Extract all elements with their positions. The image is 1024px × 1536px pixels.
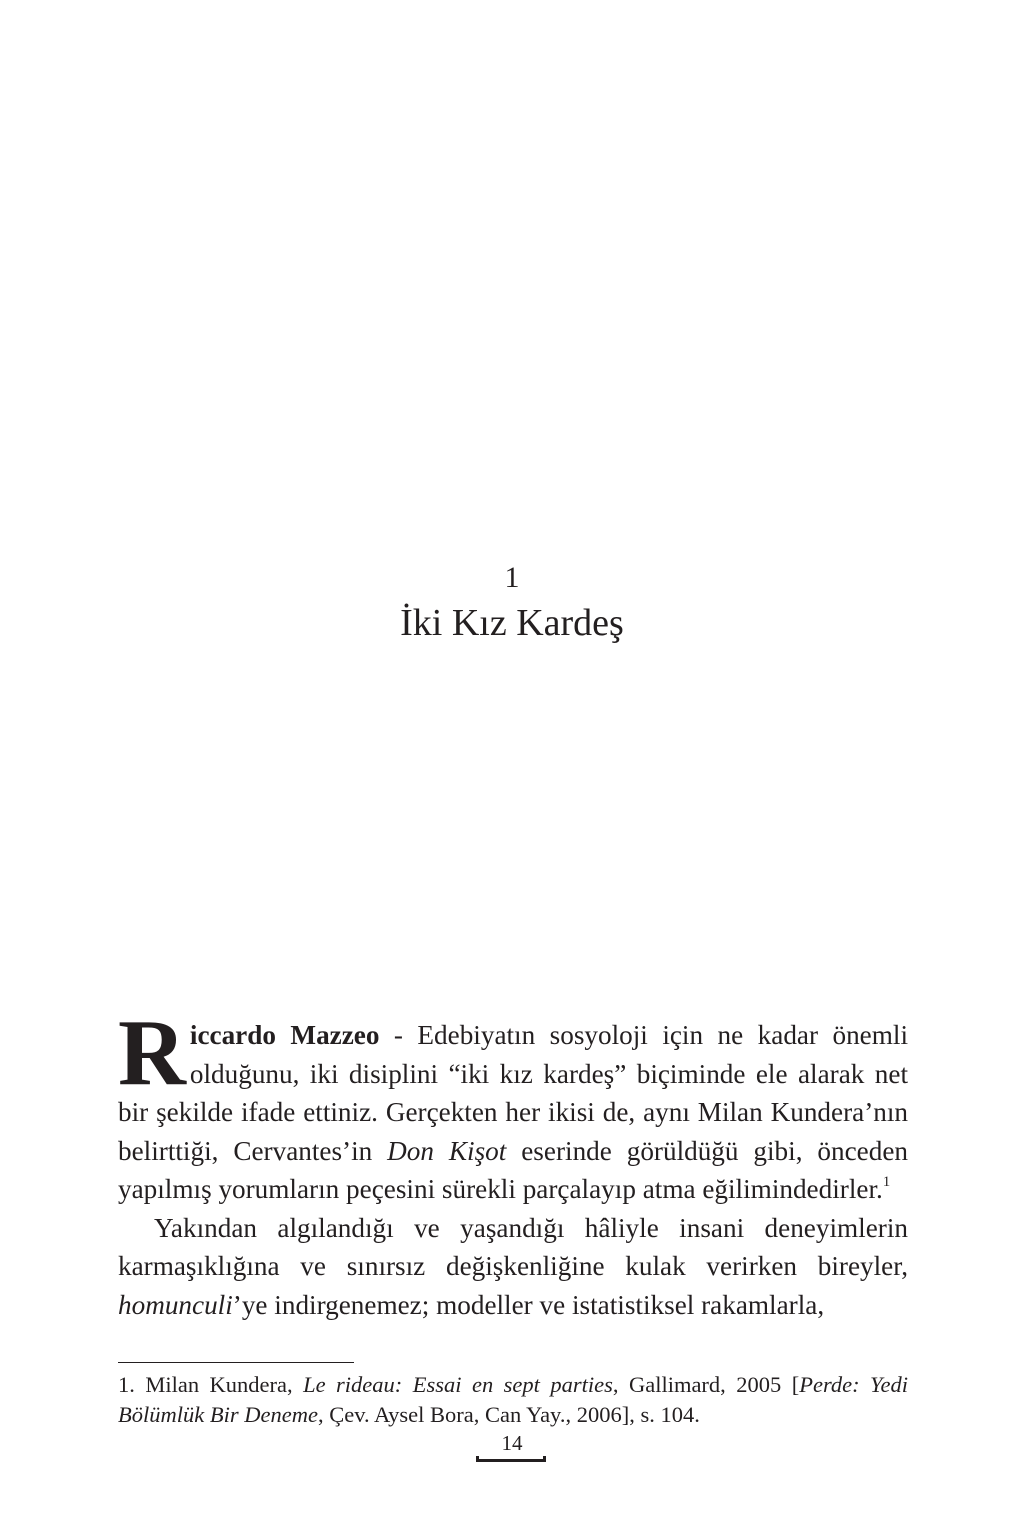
chapter-number: 1	[504, 561, 520, 594]
footnote-italic-1: Le rideau: Essai en sept parties	[303, 1372, 613, 1397]
body-text	[118, 1001, 908, 1324]
paragraph-1-italic: Don Kişot	[387, 1135, 507, 1166]
chapter-title: İki Kız Kardeş	[400, 602, 624, 644]
footnote	[118, 1370, 908, 1430]
drop-cap: R	[118, 1001, 186, 1105]
page-number: 14	[501, 1431, 523, 1455]
footnote-reference[interactable]: 1	[882, 1174, 891, 1190]
paragraph-1-text-b: eserinde görüldüğü gibi, önceden yapılmış yorumların peçesini sürekli parçalayıp atma eğilimindedirler.	[118, 1135, 908, 1204]
footnote-italic-2: Perde: Yedi Bölümlük Bir Deneme	[118, 1372, 908, 1427]
speaker-name: iccardo Mazzeo	[189, 1020, 380, 1050]
page-number-bracket	[476, 1456, 546, 1462]
paragraph-1	[118, 1001, 908, 1209]
paragraph-2-text-a: Yakından algılandığı ve yaşandığı hâliyle insani deneyimlerin karmaşıklığına ve sınırsız değişkenliğine kulak verirken bireyler,	[118, 1212, 908, 1281]
footnote-text-c: , Çev. Aysel Bora, Can Yay., 2006], s. 104.	[317, 1402, 700, 1427]
footnote-divider	[118, 1362, 354, 1363]
paragraph-2-italic: homunculi	[118, 1289, 233, 1320]
footnote-text-b: , Gallimard, 2005 [	[612, 1372, 800, 1397]
paragraph-2-text-b: ’ye indirgenemez; modeller ve istatistiksel rakamlarla,	[232, 1289, 825, 1320]
footnote-text-a: 1. Milan Kundera,	[118, 1372, 304, 1397]
paragraph-2	[118, 1209, 908, 1325]
paragraph-1-text-a: - Edebiyatın sosyoloji için ne kadar önemli olduğunu, iki disiplini “iki kız kardeş” biçiminde ele alarak net bir şekilde ifade ettiniz. Gerçekten her ikisi de, aynı Milan Kundera’nın belirttiği, Cervantes’in	[118, 1020, 908, 1166]
